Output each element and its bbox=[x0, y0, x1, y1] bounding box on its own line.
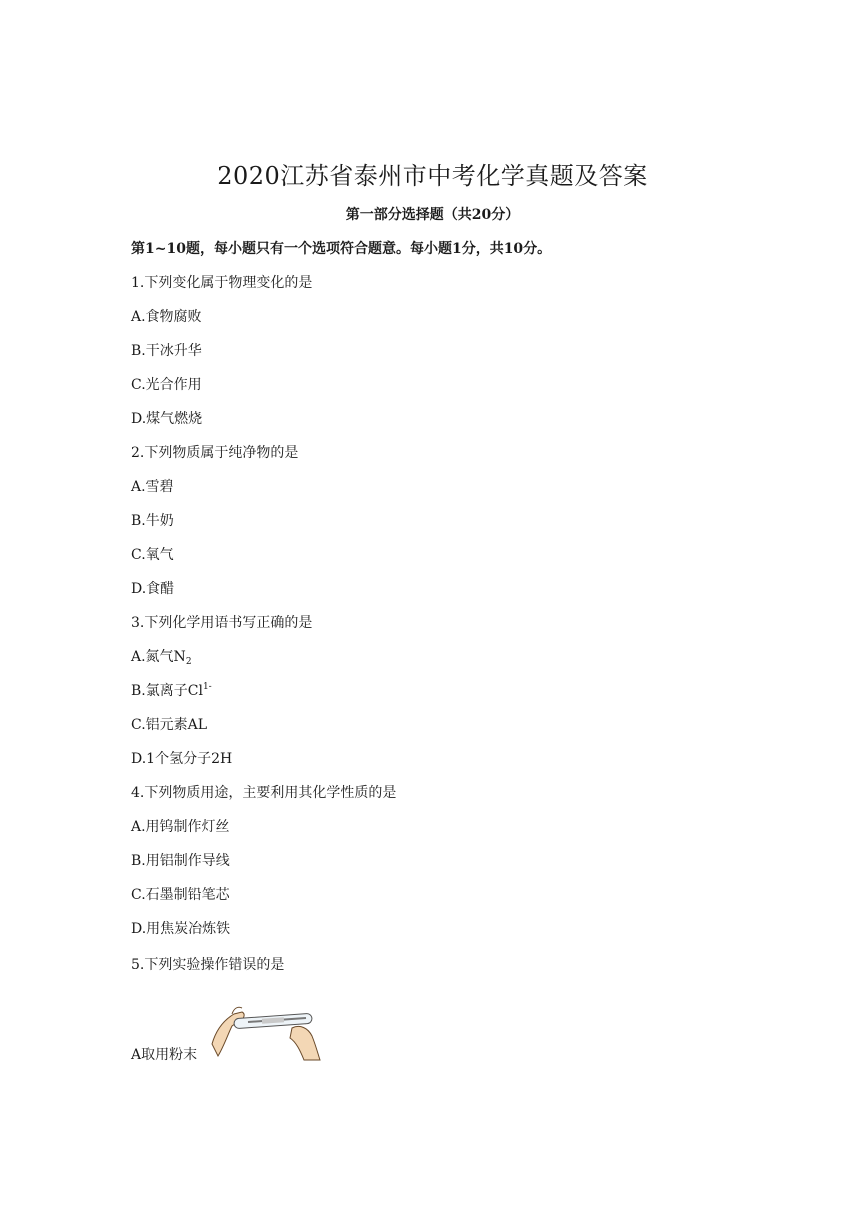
q1-option-d: D.煤气燃烧 bbox=[131, 411, 203, 427]
q3-option-a-text: A.氮气N bbox=[131, 649, 186, 665]
q1-option-a: A.食物腐败 bbox=[131, 309, 202, 325]
q3-option-d: D.1个氢分子2H bbox=[131, 751, 233, 767]
q4-option-a: A.用钨制作灯丝 bbox=[131, 819, 230, 835]
q2-option-c: C.氧气 bbox=[131, 547, 174, 563]
superscript: 1- bbox=[202, 682, 212, 692]
q3-option-b-text: B.氯离子Cl bbox=[131, 683, 203, 699]
q3-option-c: C.铝元素AL bbox=[131, 717, 208, 733]
q5-option-a: A取用粉末 bbox=[131, 1047, 198, 1063]
question-3-stem: 3.下列化学用语书写正确的是 bbox=[131, 615, 313, 631]
powder-test-tube-illustration bbox=[208, 994, 326, 1062]
page-title: 2020江苏省泰州市中考化学真题及答案 bbox=[217, 162, 648, 190]
question-1-stem: 1.下列变化属于物理变化的是 bbox=[131, 275, 313, 291]
instruction: 第1~10题，每小题只有一个选项符合题意。每小题1分，共10分。 bbox=[131, 241, 552, 257]
q4-option-b: B.用铝制作导线 bbox=[131, 853, 230, 869]
section-heading: 第一部分选择题（共20分） bbox=[345, 207, 520, 223]
question-5-stem: 5.下列实验操作错误的是 bbox=[131, 957, 285, 973]
q4-option-c: C.石墨制铅笔芯 bbox=[131, 887, 230, 903]
q2-option-b: B.牛奶 bbox=[131, 513, 174, 529]
q1-option-b: B.干冰升华 bbox=[131, 343, 202, 359]
question-4-stem: 4.下列物质用途，主要利用其化学性质的是 bbox=[131, 785, 397, 801]
q4-option-d: D.用焦炭冶炼铁 bbox=[131, 921, 231, 937]
q2-option-a: A.雪碧 bbox=[131, 479, 174, 495]
q1-option-c: C.光合作用 bbox=[131, 377, 202, 393]
question-2-stem: 2.下列物质属于纯净物的是 bbox=[131, 445, 299, 461]
q3-option-b bbox=[131, 680, 212, 700]
q2-option-d: D.食醋 bbox=[131, 581, 175, 597]
q3-option-a bbox=[131, 646, 192, 667]
subscript: 2 bbox=[185, 657, 192, 667]
